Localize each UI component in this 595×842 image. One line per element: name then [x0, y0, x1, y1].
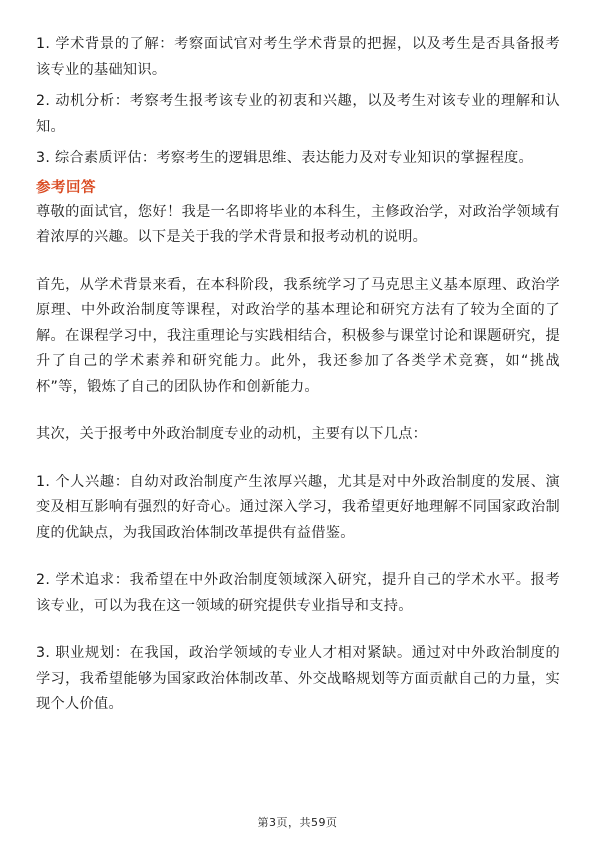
motivation-2: 2. 学术追求：我希望在中外政治制度领域深入研究，提升自己的学术水平。报考该专业，可以为我在这一领域的研究提供专业指导和支持。: [36, 572, 560, 614]
answer-intro: 尊敬的面试官，您好！我是一名即将毕业的本科生，主修政治学，对政治学领域有着浓厚的兴趣。以下是关于我的学术背景和报考动机的说明。: [36, 203, 560, 245]
document-page: [36, 32, 560, 718]
criterion-2: 2. 动机分析：考察考生报考该专业的初衷和兴趣，以及考生对该专业的理解和认知。: [36, 93, 560, 135]
answer-motivation-lead: 其次，关于报考中外政治制度专业的动机，主要有以下几点：: [36, 426, 428, 442]
motivation-1: 1. 个人兴趣：自幼对政治制度产生浓厚兴趣，尤其是对中外政治制度的发展、演变及相互影响有强烈的好奇心。通过深入学习，我希望更好地理解不同国家政治制度的优缺点，为我国政治体制改革提供有益借鉴。: [36, 473, 560, 541]
criterion-3: 3. 综合素质评估：考察考生的逻辑思维、表达能力及对专业知识的掌握程度。: [36, 150, 534, 166]
answer-heading: 参考回答: [36, 179, 96, 196]
page-number: 第3页，共59页: [257, 816, 338, 829]
answer-background: 首先，从学术背景来看，在本科阶段，我系统学习了马克思主义基本原理、政治学原理、中外政治制度等课程，对政治学的基本理论和研究方法有了较为全面的了解。在课程学习中，我注重理论与实践相结合，积极参与课堂讨论和课题研究，提升了自己的学术素养和研究能力。此外，我还参加了各类学术竞赛，如“挑战杯”等，锻炼了自己的团队协作和创新能力。: [36, 276, 560, 395]
motivation-3: 3. 职业规划：在我国，政治学领域的专业人才相对紧缺。通过对中外政治制度的学习，我希望能够为国家政治体制改革、外交战略规划等方面贡献自己的力量，实现个人价值。: [36, 645, 560, 712]
criterion-1: 1. 学术背景的了解：考察面试官对考生学术背景的把握，以及考生是否具备报考该专业的基础知识。: [36, 36, 560, 78]
